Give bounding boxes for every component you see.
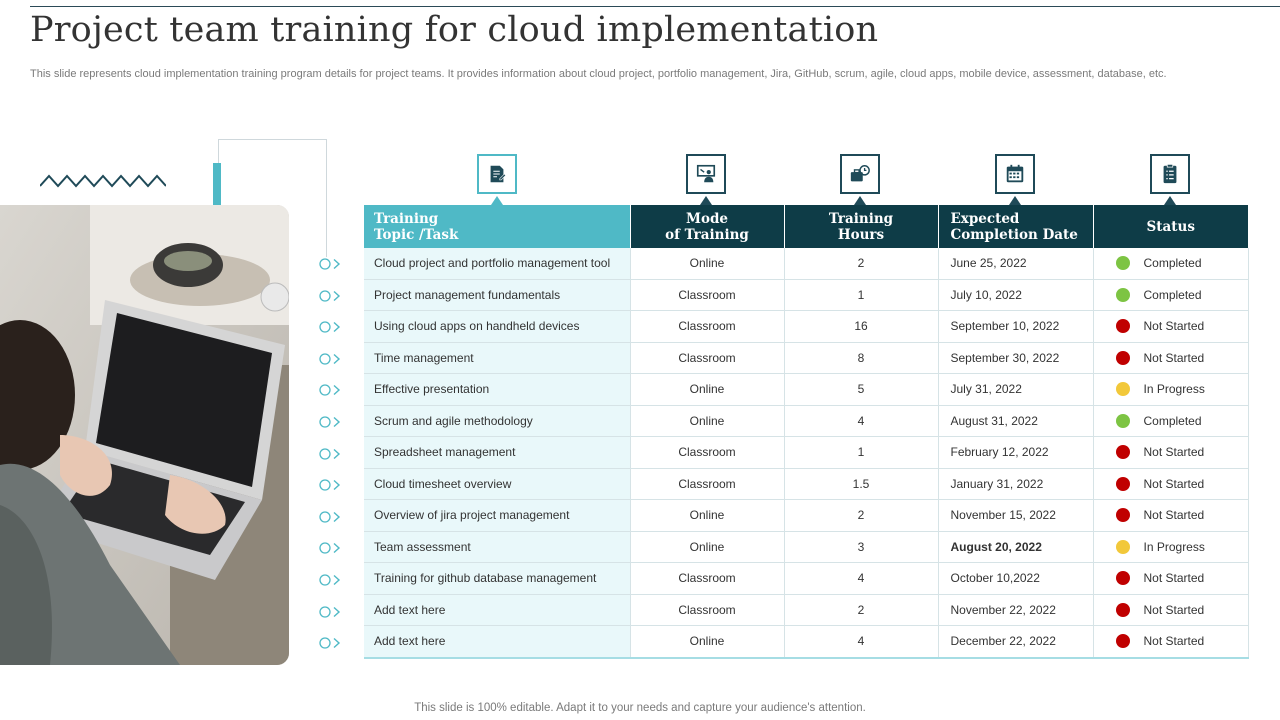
- cell-topic: Scrum and agile methodology: [364, 405, 630, 437]
- cell-hours: 2: [784, 500, 938, 532]
- page-title: Project team training for cloud implementation: [30, 10, 879, 50]
- status-label: Not Started: [1143, 476, 1205, 491]
- status-label: In Progress: [1143, 382, 1205, 397]
- table-row: [364, 248, 1248, 279]
- status-label: Not Started: [1143, 508, 1205, 523]
- table-row: [364, 311, 1248, 343]
- cell-completion-date: September 30, 2022: [938, 342, 1093, 374]
- cell-topic: Add text here: [364, 626, 630, 658]
- row-connector-icon: [318, 257, 344, 271]
- status-label: Not Started: [1143, 350, 1205, 365]
- cell-status: [1093, 563, 1248, 595]
- decoration-line: [218, 139, 327, 140]
- cell-topic: Add text here: [364, 594, 630, 626]
- status-dot-icon: [1116, 319, 1130, 333]
- cell-status: [1093, 374, 1248, 406]
- table-row: [364, 500, 1248, 532]
- cell-completion-date: August 20, 2022: [938, 531, 1093, 563]
- cell-hours: 3: [784, 531, 938, 563]
- status-dot-icon: [1116, 351, 1130, 365]
- row-connector-icon: [318, 415, 344, 429]
- cell-completion-date: October 10,2022: [938, 563, 1093, 595]
- status-label: Not Started: [1143, 634, 1205, 649]
- cell-hours: 2: [784, 594, 938, 626]
- cell-status: [1093, 405, 1248, 437]
- cell-hours: 1: [784, 437, 938, 469]
- training-table: [364, 205, 1249, 659]
- cell-completion-date: June 25, 2022: [938, 248, 1093, 279]
- cell-mode: Classroom: [630, 563, 784, 595]
- cell-hours: 4: [784, 405, 938, 437]
- status-label: Completed: [1143, 256, 1202, 271]
- cell-status: [1093, 248, 1248, 279]
- cell-status: [1093, 626, 1248, 658]
- cell-completion-date: September 10, 2022: [938, 311, 1093, 343]
- cell-completion-date: November 15, 2022: [938, 500, 1093, 532]
- cell-status: [1093, 531, 1248, 563]
- row-connector-icon: [318, 447, 344, 461]
- status-dot-icon: [1116, 634, 1130, 648]
- row-connector-icon: [318, 541, 344, 555]
- cell-mode: Classroom: [630, 594, 784, 626]
- table-row: [364, 437, 1248, 469]
- row-connector-icon: [318, 510, 344, 524]
- cell-status: [1093, 500, 1248, 532]
- table-row: [364, 342, 1248, 374]
- status-dot-icon: [1116, 414, 1130, 428]
- page-subtitle: This slide represents cloud implementation training program details for project teams. It provides information about cloud project, portfolio management, Jira, GitHub, scrum, agile, cloud apps, mobile device, assessment, database, etc.: [30, 68, 1167, 80]
- cell-mode: Online: [630, 531, 784, 563]
- status-label: In Progress: [1143, 539, 1205, 554]
- status-dot-icon: [1116, 571, 1130, 585]
- column-header-topic: Training Topic /Task: [364, 205, 630, 248]
- cell-completion-date: July 10, 2022: [938, 279, 1093, 311]
- cell-topic: Overview of jira project management: [364, 500, 630, 532]
- table-header-row: [364, 205, 1248, 248]
- status-dot-icon: [1116, 256, 1130, 270]
- row-connector-icon: [318, 605, 344, 619]
- status-label: Completed: [1143, 287, 1202, 302]
- cell-mode: Classroom: [630, 311, 784, 343]
- cell-hours: 4: [784, 626, 938, 658]
- cell-status: [1093, 342, 1248, 374]
- cell-completion-date: August 31, 2022: [938, 405, 1093, 437]
- cell-topic: Effective presentation: [364, 374, 630, 406]
- presenter-icon: [686, 154, 726, 194]
- cell-completion-date: February 12, 2022: [938, 437, 1093, 469]
- column-header-mode: Mode of Training: [630, 205, 784, 248]
- cell-status: [1093, 468, 1248, 500]
- status-dot-icon: [1116, 508, 1130, 522]
- cell-hours: 1.5: [784, 468, 938, 500]
- document-pen-icon: [477, 154, 517, 194]
- row-connector-icon: [318, 320, 344, 334]
- cell-topic: Cloud project and portfolio management tool: [364, 248, 630, 279]
- top-rule: [30, 6, 1280, 7]
- cell-topic: Cloud timesheet overview: [364, 468, 630, 500]
- cell-completion-date: July 31, 2022: [938, 374, 1093, 406]
- cell-topic: Team assessment: [364, 531, 630, 563]
- cell-topic: Using cloud apps on handheld devices: [364, 311, 630, 343]
- status-label: Not Started: [1143, 571, 1205, 586]
- table-row: [364, 531, 1248, 563]
- table-row: [364, 468, 1248, 500]
- status-label: Not Started: [1143, 445, 1205, 460]
- row-connector-icon: [318, 478, 344, 492]
- table-row: [364, 405, 1248, 437]
- cell-mode: Online: [630, 626, 784, 658]
- decoration-line: [218, 139, 219, 163]
- table-row: [364, 563, 1248, 595]
- status-dot-icon: [1116, 445, 1130, 459]
- cell-hours: 2: [784, 248, 938, 279]
- row-connector-icon: [318, 352, 344, 366]
- teal-accent-bar: [213, 163, 221, 206]
- cell-topic: Training for github database management: [364, 563, 630, 595]
- table-row: [364, 594, 1248, 626]
- cell-mode: Classroom: [630, 437, 784, 469]
- cell-topic: Time management: [364, 342, 630, 374]
- table-row: [364, 279, 1248, 311]
- column-header-hours: Training Hours: [784, 205, 938, 248]
- laptop-photo: [0, 205, 289, 665]
- status-dot-icon: [1116, 540, 1130, 554]
- cell-completion-date: December 22, 2022: [938, 626, 1093, 658]
- cell-status: [1093, 311, 1248, 343]
- row-connector-icon: [318, 573, 344, 587]
- cell-mode: Online: [630, 248, 784, 279]
- zigzag-decoration: [40, 172, 166, 190]
- cell-hours: 8: [784, 342, 938, 374]
- cell-hours: 4: [784, 563, 938, 595]
- cell-topic: Spreadsheet management: [364, 437, 630, 469]
- clipboard-checklist-icon: [1150, 154, 1190, 194]
- cell-status: [1093, 594, 1248, 626]
- status-dot-icon: [1116, 288, 1130, 302]
- status-dot-icon: [1116, 382, 1130, 396]
- decoration-line: [326, 139, 327, 257]
- status-dot-icon: [1116, 477, 1130, 491]
- cell-mode: Classroom: [630, 342, 784, 374]
- status-dot-icon: [1116, 603, 1130, 617]
- table-row: [364, 374, 1248, 406]
- cell-mode: Online: [630, 405, 784, 437]
- footer-note: This slide is 100% editable. Adapt it to your needs and capture your audience's attention.: [414, 702, 866, 714]
- cell-hours: 1: [784, 279, 938, 311]
- row-connector-icon: [318, 383, 344, 397]
- table-row: [364, 626, 1248, 658]
- cell-status: [1093, 437, 1248, 469]
- row-connector-icon: [318, 636, 344, 650]
- cell-mode: Online: [630, 500, 784, 532]
- cell-completion-date: January 31, 2022: [938, 468, 1093, 500]
- column-header-status: Status: [1093, 205, 1248, 248]
- status-label: Not Started: [1143, 319, 1205, 334]
- briefcase-clock-icon: [840, 154, 880, 194]
- cell-topic: Project management fundamentals: [364, 279, 630, 311]
- cell-status: [1093, 279, 1248, 311]
- row-connector-icon: [318, 289, 344, 303]
- cell-hours: 5: [784, 374, 938, 406]
- cell-hours: 16: [784, 311, 938, 343]
- calendar-icon: [995, 154, 1035, 194]
- status-label: Completed: [1143, 413, 1202, 428]
- status-label: Not Started: [1143, 602, 1205, 617]
- cell-mode: Online: [630, 374, 784, 406]
- cell-completion-date: November 22, 2022: [938, 594, 1093, 626]
- column-header-completion-date: Expected Completion Date: [938, 205, 1093, 248]
- cell-mode: Classroom: [630, 468, 784, 500]
- cell-mode: Classroom: [630, 279, 784, 311]
